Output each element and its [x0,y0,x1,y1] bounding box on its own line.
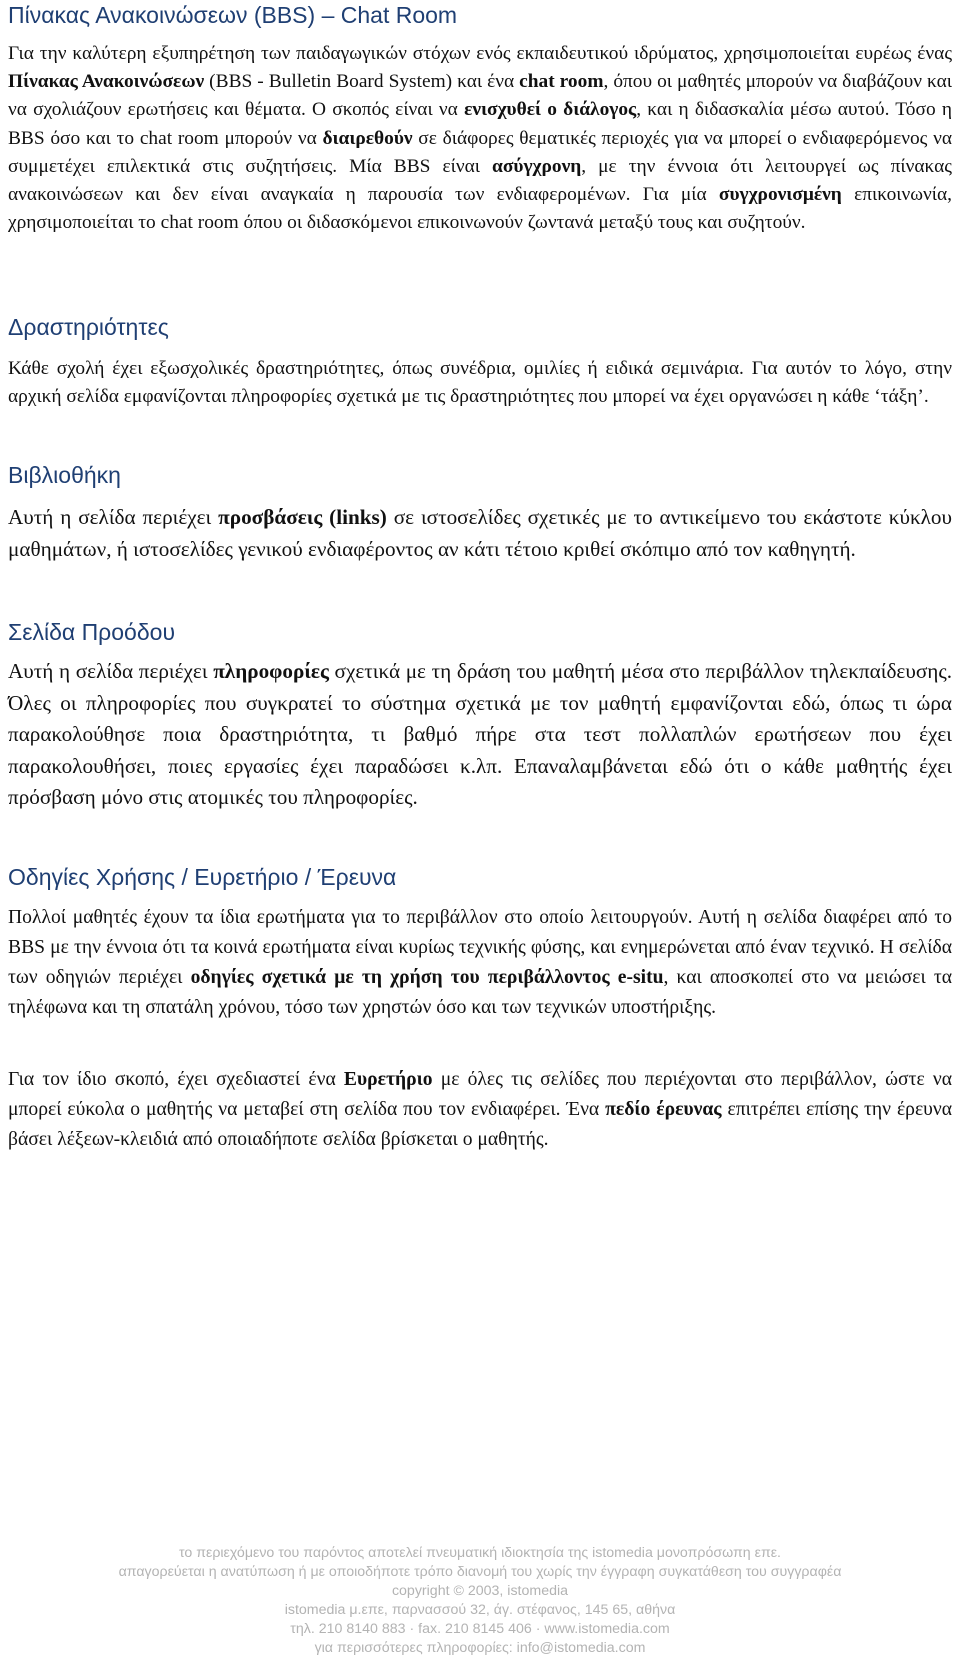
bold-text: οδηγίες σχετικά με τη χρήση του περιβάλλοντος e-situ [190,967,664,988]
section-heading-bbs: Πίνακας Ανακοινώσεων (BBS) – Chat Room [8,2,458,28]
bold-text: Ευρετήριο [343,1069,433,1090]
paragraph-library [8,502,952,565]
section-heading-progress: Σελίδα Προόδου [8,619,176,645]
bold-text: πληροφορίες [213,659,329,683]
text: επιτρέπει επίσης την έρευνα βάσει λέξεων-κλειδιά από οποιαδήποτε σελίδα βρίσκεται ο μαθητής. [8,1099,953,1150]
text: , με την έννοια ότι λειτουργεί ως πίνακας ανακοινώσεων και δεν είναι αναγκαία η παρουσία των ενδιαφερομένων. Για μία [8,155,952,206]
bold-text: ενισχυθεί ο διάλογος [464,99,637,121]
text: σε διάφορες θεματικές περιοχές για να μπορεί ο ενδιαφερόμενος να συμμετέχει επιλεκτικά στις συζητήσεις. Μία BBS είναι [8,127,952,177]
text: Πολλοί μαθητές έχουν τα ίδια ερωτήματα για το περιβάλλον στο οποίο λειτουργούν. Αυτή η σελίδα διαφέρει από το BBS με την έννοια ότι τα κοινά ερωτήματα είναι κυρίως τεχνικής φύσης, και ενημερώνεται από έναν τεχνικό. Η σελίδα των οδηγιών περιέχει [8,907,952,988]
footer-copyright: copyright © 2003, istomedia [391,1583,569,1599]
page-footer [0,1544,960,1658]
bold-text: ασύγχρονη [492,155,582,177]
bold-text: προσβάσεις (links) [218,505,387,529]
footer-contact-numbers: τηλ. 210 8140 883 · fax. 210 8145 406 · www.istomedia.com [290,1621,670,1637]
bold-text: Πίνακας Ανακοινώσεων [8,71,205,93]
footer-address: istomedia μ.επε, παρνασσού 32, άγ. στέφανος, 145 65, αθήνα [284,1602,676,1618]
text: , όπου οι μαθητές μπορούν να διαβάζουν και να σχολιάζουν ερωτήσεις και θέματα. Ο σκοπός είναι να [8,71,952,121]
paragraph-bbs [8,40,952,237]
text: (BBS - Bulletin Board System) και ένα [204,71,520,93]
footer-reproduction-notice: απαγορεύεται η ανατύπωση ή με οποιοδήποτε τρόπο διανομή του χωρίς την έγγραφη συγκατάθεση του συγγραφέα [118,1564,842,1580]
section-heading-help: Οδηγίες Χρήσης / Ευρετήριο / Έρευνα [8,864,397,890]
text: Για τον ίδιο σκοπό, έχει σχεδιαστεί ένα [8,1069,344,1090]
text: Για την καλύτερη εξυπηρέτηση των παιδαγωγικών στόχων ενός εκπαιδευτικού ιδρύματος, χρησιμοποιείται ευρέως ένας [8,43,952,64]
footer-email: για περισσότερες πληροφορίες: info@istomedia.com [314,1640,646,1656]
text: επικοινωνία, χρησιμοποιείται το chat room όπου οι διδασκόμενοι επικοινωνούν ζωντανά μεταξύ τους και συζητούν. [8,184,953,234]
paragraph-progress [8,656,952,814]
paragraph-help-index [8,1065,952,1155]
text: Αυτή η σελίδα περιέχει [8,505,219,529]
paragraph-help-instructions [8,903,952,1023]
text: σε ιστοσελίδες σχετικές με το αντικείμενο του εκάστοτε κύκλου μαθημάτων, ή ιστοσελίδες γενικού ενδιαφέροντος αν κάτι τέτοιο κριθεί σκόπιμο από τον καθηγητή. [8,505,952,561]
section-heading-activities: Δραστηριότητες [8,314,169,340]
text: με όλες τις σελίδες που περιέχονται στο περιβάλλον, ώστε να μπορεί εύκολα ο μαθητής να μεταβεί στη σελίδα που τον ενδιαφέρει. Ένα [8,1069,952,1120]
text: , και η διδασκαλία μέσω αυτού. Τόσο η BBS όσο και το chat room μπορούν να [8,99,953,149]
paragraph-activities: Κάθε σχολή έχει εξωσχολικές δραστηριότητες, όπως συνέδρια, ομιλίες ή ειδικά σεμινάρια. Για αυτόν το λόγο, στην αρχική σελίδα εμφανίζονται πληροφορίες σχετικά με τις δραστηριότητες που μπορεί να έχει οργανώσει η κάθε ‘τάξη’. [8,358,952,408]
section-heading-library: Βιβλιοθήκη [8,462,121,488]
bold-text: διαιρεθούν [322,127,413,149]
bold-text: συγχρονισμένη [718,184,842,206]
text: σχετικά με τη δράση του μαθητή μέσα στο περιβάλλον τηλεκπαίδευσης. Όλες οι πληροφορίες που συγκρατεί το σύστημα σχετικά με τον μαθητή εμφανίζονται εδώ, όπως τι ώρα παρακολούθησε ποια δραστηριότητα, τι βαθμό πήρε στα τεστ πολλαπλών ερωτήσεων που έχει παρακολουθήσει, ποιες εργασίες έχει παραδώσει κ.λπ. Επαναλαμβάνεται εδώ ότι ο κάθε μαθητής έχει πρόσβαση μόνο στις ατομικές του πληροφορίες. [8,659,953,809]
bold-text: πεδίο έρευνας [605,1099,722,1120]
text: Αυτή η σελίδα περιέχει [8,659,214,683]
bold-text: chat room [519,71,604,93]
footer-copyright-notice: το περιεχόμενο του παρόντος αποτελεί πνευματική ιδιοκτησία της istomedia μονοπρόσωπη επε. [178,1545,782,1561]
text: , και αποσκοπεί στο να μειώσει τα τηλέφωνα και τη σπατάλη χρόνου, τόσο των χρηστών όσο και των τεχνικών υποστήριξης. [8,967,953,1018]
